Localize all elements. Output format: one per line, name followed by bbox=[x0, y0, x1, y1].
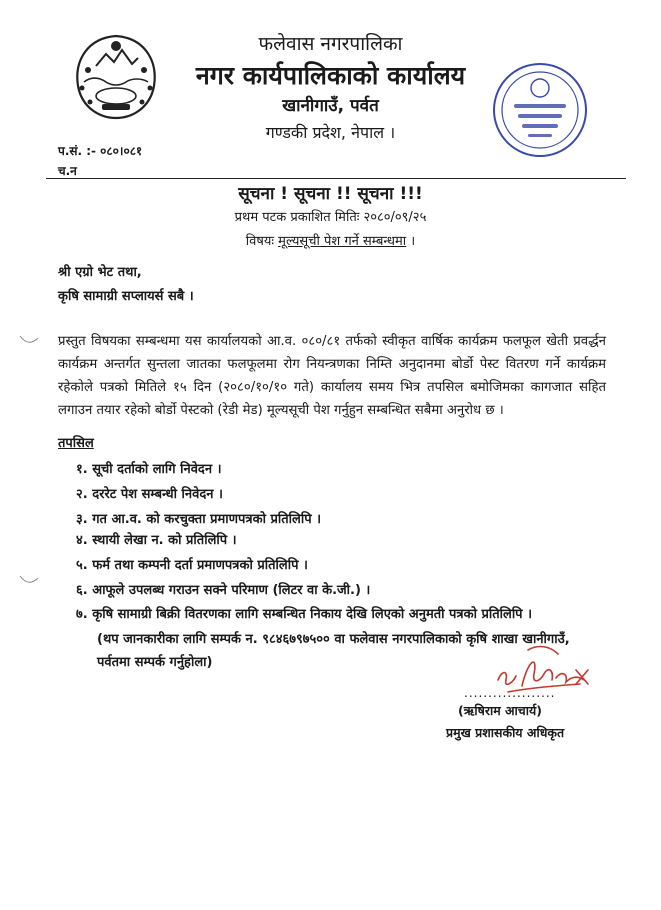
schedule-item-7: ७. कृषि सामाग्री बिक्री वितरणका लागि सम्बन्धित निकाय देखि लिएको अनुमती पत्रको प्रतिलिपि । bbox=[76, 607, 533, 622]
subject-line bbox=[100, 231, 561, 249]
subject-end: । bbox=[406, 234, 416, 249]
scan-mark-icon bbox=[18, 574, 40, 586]
office-province: गण्डकी प्रदेश, नेपाल । bbox=[265, 123, 396, 142]
dispatch-number: च.न bbox=[58, 164, 77, 178]
signatory-name: (ऋषिराम आचार्य) bbox=[458, 703, 542, 718]
subject-label: विषयः bbox=[245, 234, 275, 249]
addressee-line-1: श्री एग्रो भेट तथा, bbox=[58, 265, 142, 280]
office-executive-name: नगर कार्यपालिकाको कार्यालय bbox=[195, 61, 466, 90]
schedule-item-5: ५. फर्म तथा कम्पनी दर्ता प्रमाणपत्रको प्रतिलिपि । bbox=[76, 558, 308, 573]
header-divider bbox=[46, 178, 626, 179]
signature-line: ................... bbox=[464, 686, 556, 700]
scan-mark-icon bbox=[18, 334, 40, 346]
office-location: खानीगाउँ, पर्वत bbox=[282, 96, 379, 116]
contact-note: (थप जानकारीका लागि सम्पर्क न. ९८४६७९७५०० वा फलेवास नगरपालिकाको कृषि शाखा खानीगाउँ, पर्वतमा सम्पर्क गर्नुहोला) bbox=[97, 632, 570, 670]
schedule-item-1: १. सूची दर्ताको लागि निवेदन । bbox=[76, 462, 222, 477]
schedule-item-4: ४. स्थायी लेखा न. को प्रतिलिपि । bbox=[76, 533, 237, 548]
schedule-heading: तपसिल bbox=[58, 436, 94, 451]
schedule-item-2: २. दररेट पेश सम्बन्धी निवेदन । bbox=[76, 487, 223, 502]
notice-title: सूचना ! सूचना !! सूचना !!! bbox=[238, 184, 423, 204]
office-stamp-icon bbox=[488, 58, 592, 162]
schedule-item-3: ३. गत आ.व. को करचुक्ता प्रमाणपत्रको प्रतिलिपि । bbox=[76, 512, 322, 527]
office-municipality-name: फलेवास नगरपालिका bbox=[258, 33, 403, 55]
subject-text: मूल्यसूची पेश गर्ने सम्बन्धमा bbox=[278, 234, 407, 249]
addressee-line-2: कृषि सामाग्री सप्लायर्स सबै । bbox=[58, 289, 194, 304]
schedule-item-6: ६. आफूले उपलब्ध गराउन सक्ने परिमाण (लिटर वा के.जी.) । bbox=[76, 583, 371, 598]
signatory-title: प्रमुख प्रशासकीय अधिकृत bbox=[446, 725, 565, 740]
reference-number: प.सं. :- ०८०।०८१ bbox=[58, 144, 143, 158]
notice-body-paragraph: प्रस्तुत विषयका सम्बन्धमा यस कार्यालयको आ.व. ०८०/८१ तर्फको स्वीकृत वार्षिक कार्यक्रम फलफूल खेती प्रवर्द्धन कार्यक्रम अन्तर्गत सुन्तला जातका फलफूलमा रोग नियन्त्रणका निम्ति अनुदानमा बोर्डो पेस्ट वितरण गर्ने कार्यक्रम रहेकोले पत्रको मितिले १५ दिन (२०८०/१०/१० गते) कार्यालय समय भित्र तपसिल बमोजिमका कागजात सहित लगाउन तयार रहेको बोर्डो पेस्टको (रेडी मेड) मूल्यसूची पेश गर्नुहुन सम्बन्धित सबैमा अनुरोध छ । bbox=[58, 334, 606, 418]
publication-date: प्रथम पटक प्रकाशित मितिः २०८०/०९/२५ bbox=[234, 210, 427, 225]
